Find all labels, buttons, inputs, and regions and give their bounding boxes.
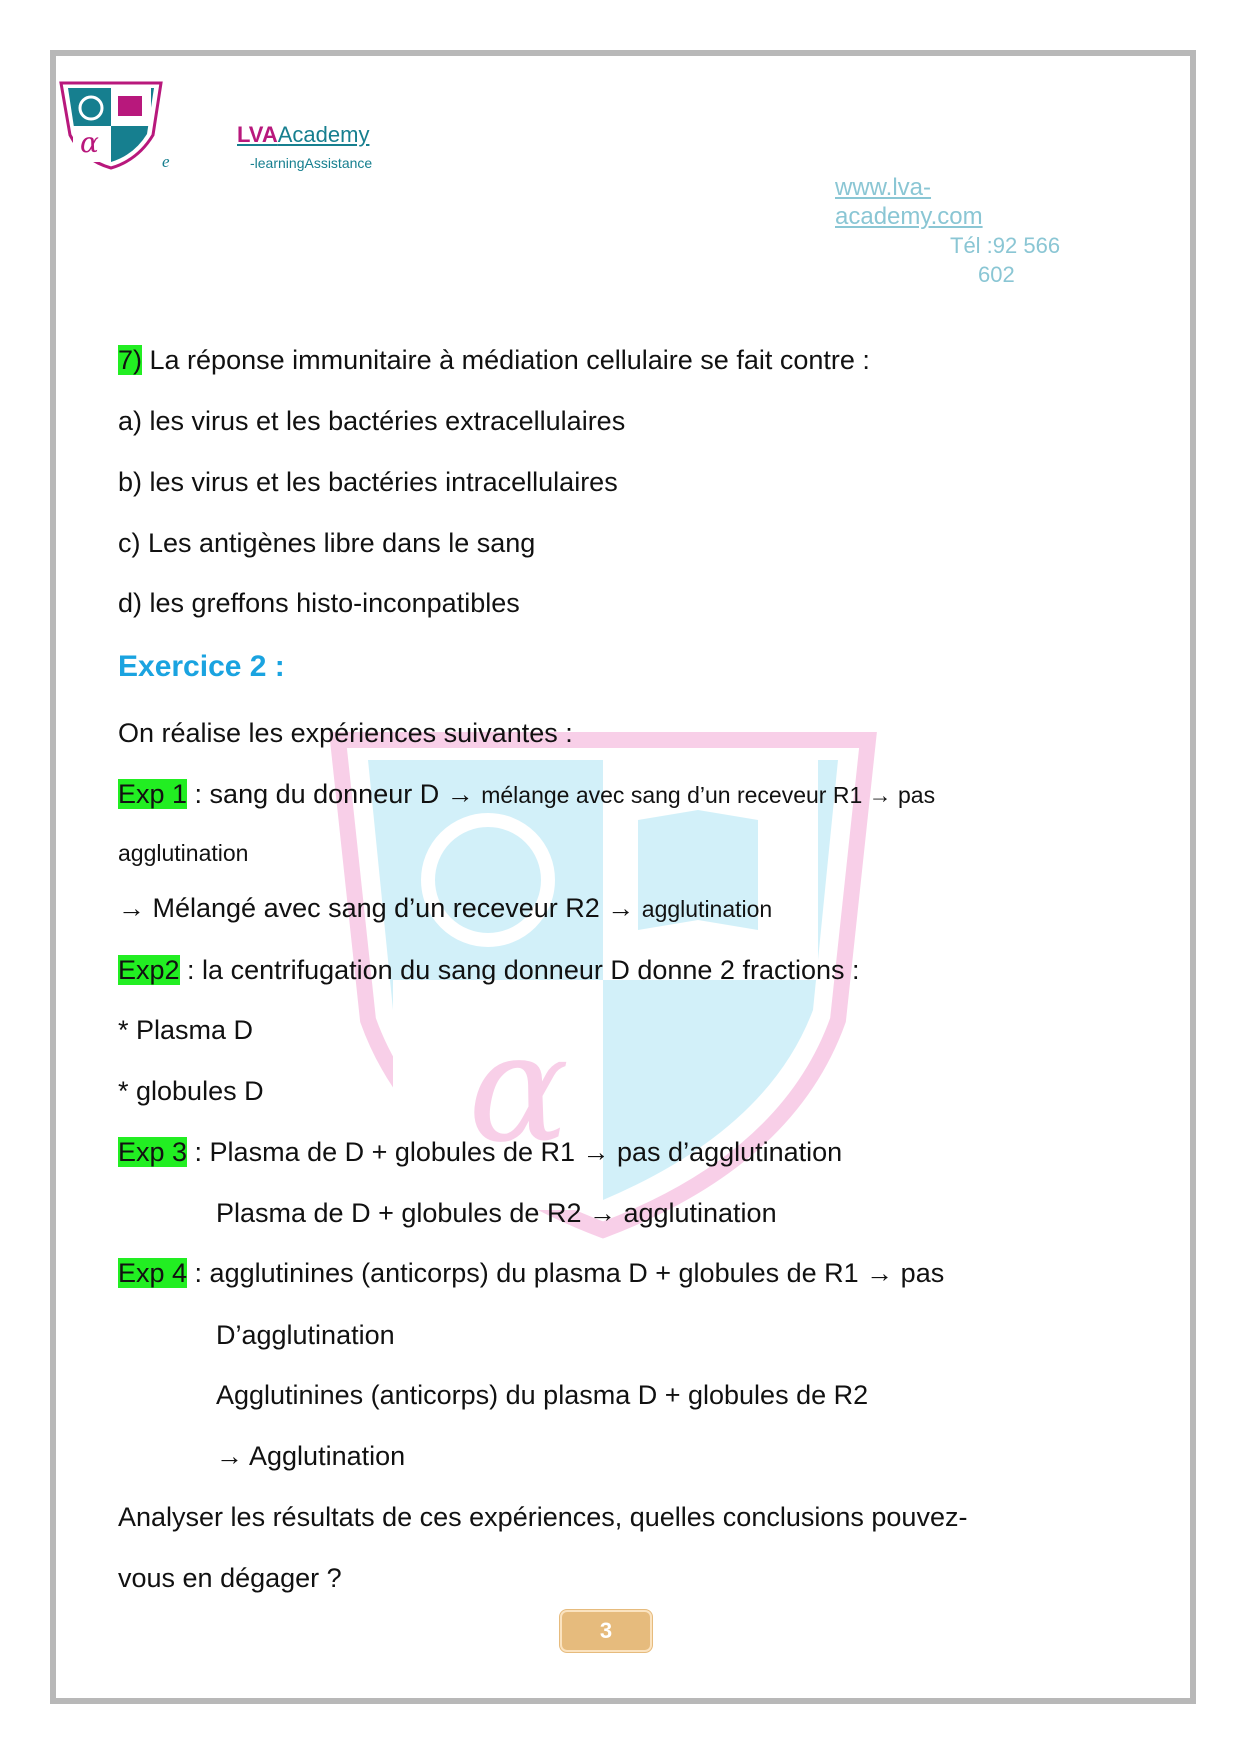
exp4-line2: D’agglutination xyxy=(216,1320,395,1350)
exercise-intro: On réalise les expériences suivantes : xyxy=(118,718,573,748)
brand-tagline: -learningAssistance xyxy=(250,155,373,171)
exp2-item-plasma: * Plasma D xyxy=(118,1015,254,1045)
website-link-part1[interactable]: www.lva- xyxy=(835,174,932,201)
svg-text:α: α xyxy=(468,1002,570,1176)
phone-line2: 602 xyxy=(978,262,1015,287)
exp4-line3: Agglutinines (anticorps) du plasma D + globules de R2 xyxy=(216,1380,869,1410)
exp3-label: Exp 3 xyxy=(118,1137,188,1167)
svg-text:α: α xyxy=(80,126,99,159)
exp1-line2-text: → Mélangé avec sang d’un receveur R2 → xyxy=(118,893,642,923)
exp3-line2: Plasma de D + globules de R2 → agglutination xyxy=(216,1198,777,1228)
option-c: c) Les antigènes libre dans le sang xyxy=(118,528,536,558)
exp1-label: Exp 1 xyxy=(118,779,188,809)
exp4-line4: → Agglutination xyxy=(216,1441,406,1471)
logo-letter: e xyxy=(162,152,170,171)
phone-line1: Tél :92 566 xyxy=(950,233,1061,258)
final-question-line2: vous en dégager ? xyxy=(118,1563,342,1593)
brand-lva: LVA xyxy=(237,122,278,147)
exp1 xyxy=(118,777,935,812)
exp4-label: Exp 4 xyxy=(118,1258,188,1288)
exp4-text: : agglutinines (anticorps) du plasma D + globules de R1 → pas xyxy=(187,1258,945,1288)
option-a: a) les virus et les bactéries extracellulaires xyxy=(118,406,626,436)
exp1-line2 xyxy=(118,891,772,926)
page-number-badge: 3 xyxy=(560,1610,652,1652)
exp4 xyxy=(118,1256,944,1290)
question-number: 7) xyxy=(118,345,143,375)
exp2-label: Exp2 xyxy=(118,955,180,985)
exp1-small: mélange avec sang d’un receveur R1 → pas xyxy=(481,782,936,808)
exp1-line2-small: agglutination xyxy=(641,896,773,922)
question-text: La réponse immunitaire à médiation cellulaire se fait contre : xyxy=(142,345,870,375)
option-d: d) les greffons histo-inconpatibles xyxy=(118,588,520,618)
website-link-part2[interactable]: academy.com xyxy=(835,203,983,230)
question-7 xyxy=(118,343,870,377)
exp1-text: : sang du donneur D → xyxy=(187,779,482,809)
exp3 xyxy=(118,1135,842,1169)
exp2-item-globules: * globules D xyxy=(118,1076,264,1106)
exp2 xyxy=(118,953,860,987)
brand-academy: Academy xyxy=(277,122,370,147)
option-b: b) les virus et les bactéries intracellulaires xyxy=(118,467,618,497)
exercise-title: Exercice 2 : xyxy=(118,650,285,683)
exp3-text: : Plasma de D + globules de R1 → pas d’agglutination xyxy=(187,1137,843,1167)
lva-logo-shield xyxy=(58,80,164,170)
final-question-line1: Analyser les résultats de ces expériences, quelles conclusions pouvez- xyxy=(118,1502,968,1532)
exp2-text: : la centrifugation du sang donneur D donne 2 fractions : xyxy=(179,955,860,985)
exp1-continuation: agglutination xyxy=(118,840,249,866)
brand-name xyxy=(237,122,369,148)
